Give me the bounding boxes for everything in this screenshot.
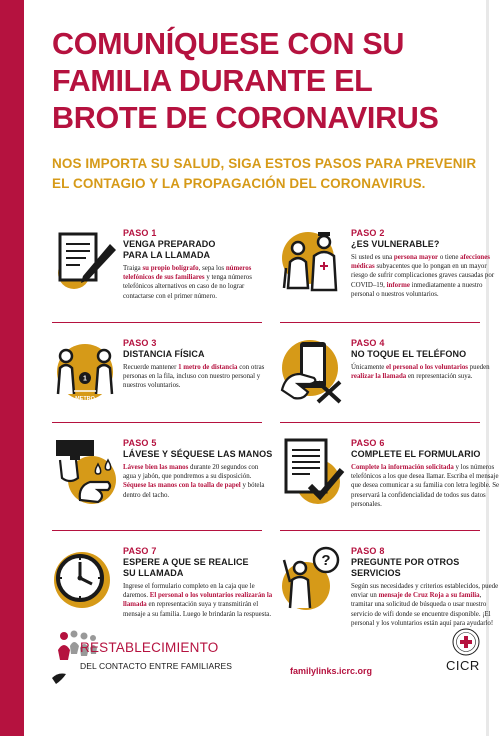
pen-paper-icon: [52, 228, 118, 294]
divider: [52, 530, 262, 531]
step-body: [351, 463, 501, 509]
highlight-text: mensaje de Cruz Roja a su familia: [378, 592, 480, 600]
step-heading: COMPLETE EL FORMULARIO: [351, 449, 481, 459]
body-text: y tenga números telefónicos alternativos en caso de no lograr contactarse con el primer número.: [123, 274, 252, 300]
body-text: en representación suya y transmitirán el mensaje a su familia. Luego le brindarán la respuesta.: [123, 601, 272, 618]
family-people-icon: [52, 628, 142, 688]
step-number: PASO 1: [123, 228, 157, 238]
subtitle-line-1: NOS IMPORTA SU SALUD, SIGA ESTOS PASOS PARA PREVENIR: [52, 156, 477, 171]
logo-subtitle: DEL CONTACTO ENTRE FAMILIARES: [80, 661, 232, 671]
rcf-logo: [52, 628, 262, 688]
divider: [280, 530, 480, 531]
divider: [52, 422, 262, 423]
step-heading: DISTANCIA FÍSICA: [123, 349, 205, 359]
body-text: , tramitar una solicitud de búsqueda o usar nuestro servicio de wifi donde se encuentre disponible. ¡El personal y los voluntarios están aquí para ayudarlo!: [351, 592, 494, 627]
step-number: PASO 6: [351, 438, 385, 448]
title-line-3: BROTE DE CORONAVIRUS: [52, 101, 439, 135]
step-number: PASO 4: [351, 338, 385, 348]
step-body: [123, 264, 273, 301]
divider: [52, 322, 262, 323]
step-heading: LÁVESE Y SÉQUESE LAS MANOS: [123, 449, 273, 459]
body-text: subyacentes que lo pongan en un mayor riesgo de sufrir complicaciones graves causadas por COVID–19,: [351, 263, 495, 289]
body-text: pueden: [467, 364, 490, 371]
subtitle-line-2: EL CONTAGIO Y LA PROPAGACIÓN DEL CORONAVIRUS.: [52, 176, 426, 191]
body-text: Traiga: [123, 265, 143, 272]
highlight-text: el personal o los voluntarios: [386, 364, 468, 371]
body-text: en representación suya.: [406, 373, 473, 381]
highlight-text: realizar la llamada: [351, 373, 407, 381]
page-subtitle: [52, 154, 477, 194]
body-text: durante 20 segundos con agua y jabón, que pondremos a su disposición.: [123, 464, 259, 481]
distance-icon: [52, 338, 118, 404]
step-number: PASO 3: [123, 338, 157, 348]
divider: [280, 422, 480, 423]
highlight-text: persona mayor: [393, 254, 439, 261]
step-body: [123, 582, 273, 619]
step-body: [123, 363, 273, 391]
body-text: y los números telefónicos a los que desea llamar. Escriba el mensaje que desea comunicar a su familia con letra legible. Se preservará la confidencialidad de todos sus datos personales.: [351, 464, 500, 508]
title-line-1: COMUNÍQUESE CON SU: [52, 27, 405, 61]
step-body: [351, 582, 501, 628]
step-body: [351, 363, 501, 381]
org-name: CICR: [446, 658, 480, 673]
website-link[interactable]: familylinks.icrc.org: [290, 666, 373, 676]
title-line-2: FAMILIA DURANTE EL: [52, 64, 373, 98]
step-heading: PREGUNTE POR OTROS SERVICIOS: [351, 557, 460, 578]
left-accent-bar: [0, 0, 24, 736]
body-text: Ingrese el formulario completo en la caja que le daremos.: [123, 583, 255, 600]
highlight-text: Complete la información solicitada: [351, 464, 454, 471]
no-touch-phone-icon: [280, 338, 346, 404]
highlight-text: 1 metro de distancia: [178, 364, 238, 371]
highlight-text: El personal o los voluntarios realizarán la llamada: [123, 592, 273, 609]
question-person-icon: [280, 546, 346, 612]
step-number: PASO 8: [351, 546, 385, 556]
step-body: [123, 463, 273, 500]
svg-text:METRO: METRO: [75, 396, 95, 402]
body-text: Si usted es una: [351, 254, 394, 261]
step-number: PASO 5: [123, 438, 157, 448]
body-text: Únicamente: [351, 364, 387, 371]
highlight-text: Lávese bien las manos: [123, 464, 189, 471]
elderly-nurse-icon: [280, 228, 346, 294]
highlight-text: informe: [386, 281, 410, 289]
logo-title: RESTABLECIMIENTO: [80, 640, 219, 655]
step-number: PASO 2: [351, 228, 385, 238]
svg-text:1: 1: [83, 375, 87, 383]
body-text: Recuerde mantener: [123, 364, 179, 371]
step-heading: ¿ES VULNERABLE?: [351, 239, 440, 249]
icrc-emblem-icon: [452, 628, 480, 656]
highlight-text: números telefónicos de sus familiares: [123, 265, 252, 282]
divider: [280, 322, 480, 323]
page-title: [52, 26, 472, 137]
step-number: PASO 7: [123, 546, 157, 556]
step-heading: ESPERE A QUE SE REALICE SU LLAMADA: [123, 557, 249, 578]
wash-hands-icon: [52, 438, 118, 504]
highlight-text: Séquese las manos con la toalla de papel: [123, 482, 241, 490]
svg-text:?: ?: [321, 552, 331, 569]
body-text: con otras personas en la fila, incluso con nuestro personal y nuestros voluntarios.: [123, 364, 265, 390]
form-check-icon: [280, 438, 346, 504]
highlight-text: afecciones médicas: [351, 254, 490, 271]
step-body: [351, 253, 501, 299]
body-text: inmediatamente a nuestro personal o nuestros voluntarios.: [351, 281, 483, 298]
body-text: o tiene: [438, 254, 461, 261]
clock-icon: [52, 546, 118, 612]
body-text: y bótela dentro del tacho.: [123, 482, 265, 499]
step-heading: VENGA PREPARADO PARA LA LLAMADA: [123, 239, 216, 260]
highlight-text: su propio bolígrafo: [142, 265, 199, 272]
body-text: Según sus necesidades y criterios establecidos, puede enviar un: [351, 583, 499, 600]
body-text: , sepa los: [198, 265, 226, 272]
step-heading: NO TOQUE EL TELÉFONO: [351, 349, 467, 359]
